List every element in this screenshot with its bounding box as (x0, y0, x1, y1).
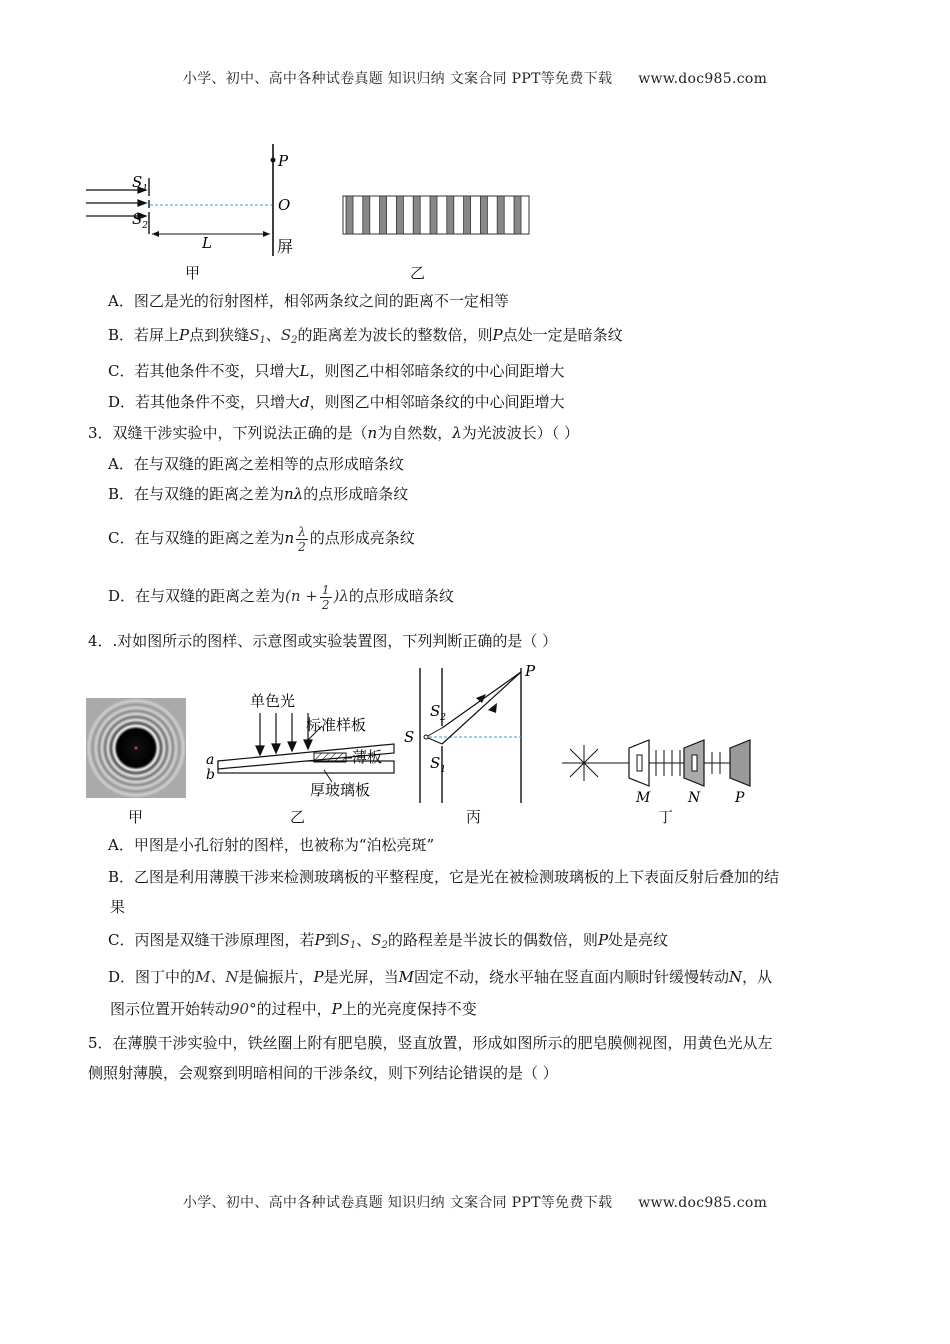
q4-option-a: A．甲图是小孔衍射的图样，也被称为“泊松亮斑” (108, 836, 435, 854)
fringe-bar (480, 196, 487, 234)
q3-option-d: D．在与双缝的距离之差为(n + $\frac{1}{2}$ )λ的点形成暗条纹 (108, 582, 454, 612)
fringe-bar (464, 196, 471, 234)
optics-figure-4 (84, 658, 764, 806)
fringe-bar (396, 196, 403, 234)
q3-option-c: C．在与双缝的距离之差为n $\frac{\lambda}{2}$ 的点形成亮条纹 (108, 524, 415, 554)
svg-text:薄板: 薄板 (352, 748, 383, 766)
q4-stem: 4．.对如图所示的图样、示意图或实验装置图，下列判断正确的是（ ） (88, 632, 558, 650)
q5-stem-line1: 5．在薄膜干涉实验中，铁丝圈上附有肥皂膜，竖直放置，形成如图所示的肥皂膜侧视图，用黄色光从左 (88, 1034, 773, 1052)
header-url[interactable]: www.doc985.com (638, 71, 768, 87)
svg-text:S2: $S_2$ (430, 702, 447, 723)
q3-option-a: A．在与双缝的距离之差相等的点形成暗条纹 (108, 455, 404, 473)
label-l: L (202, 234, 212, 252)
caption-4-ding: 丁 (658, 808, 674, 826)
caption-4-bing: 丙 (466, 808, 482, 826)
fringe-bar (497, 196, 504, 234)
q3-option-b: B．在与双缝的距离之差为nλ的点形成暗条纹 (108, 485, 409, 503)
double-slit-geometry (404, 662, 536, 803)
q2-option-b: B．若屏上P点到狭缝$S_1$、$S_2$的距离差为波长的整数倍，则P点处一定是暗条纹 (108, 326, 623, 346)
svg-text:b: b (206, 767, 215, 783)
fringe-bar (380, 196, 387, 234)
caption-jia: 甲 (185, 264, 201, 282)
header-text: 小学、初中、高中各种试卷真题 知识归纳 文案合同 PPT等免费下载 (182, 71, 613, 87)
fringe-bar (514, 196, 521, 234)
footer-url[interactable]: www.doc985.com (638, 1195, 768, 1211)
q2-option-d: D．若其他条件不变，只增大d，则图乙中相邻暗条纹的中心间距增大 (108, 393, 565, 411)
svg-text:S1: $S_1$ (430, 754, 447, 775)
q4-option-b-line2: 果 (110, 898, 126, 916)
q5-stem-line2: 侧照射薄膜，会观察到明暗相间的干涉条纹，则下列结论错误的是（ ） (88, 1064, 558, 1082)
fringe-bar (346, 196, 353, 234)
label-s2: $S_2$ (132, 210, 149, 231)
label-screen: 屏 (277, 237, 294, 256)
svg-text:厚玻璃板: 厚玻璃板 (310, 781, 371, 799)
svg-text:单色光: 单色光 (250, 692, 296, 710)
svg-text:P: P (735, 790, 745, 806)
polarizer-setup (562, 740, 750, 806)
svg-text:N: N (688, 790, 701, 806)
q2-option-a: A．图乙是光的衍射图样，相邻两条纹之间的距离不一定相等 (108, 292, 509, 310)
svg-text:P: P (525, 662, 536, 680)
q4-option-b-line1: B．乙图是利用薄膜干涉来检测玻璃板的平整程度，它是光在被检测玻璃板的上下表面反射后叠加的结 (108, 868, 780, 886)
page-footer (0, 1192, 950, 1212)
caption-yi: 乙 (410, 264, 426, 282)
q4-option-d-line2: 图示位置开始转动90°的过程中，P上的光亮度保持不变 (110, 1000, 477, 1018)
fringe-bar (363, 196, 370, 234)
label-o: O (278, 196, 291, 214)
page-header (0, 68, 950, 88)
fringe-pattern (343, 196, 529, 234)
fringe-bar (413, 196, 420, 234)
caption-4-jia: 甲 (128, 808, 144, 826)
footer-text: 小学、初中、高中各种试卷真题 知识归纳 文案合同 PPT等免费下载 (182, 1195, 613, 1211)
svg-text:M: M (636, 790, 651, 806)
q2-option-c: C．若其他条件不变，只增大L，则图乙中相邻暗条纹的中心间距增大 (108, 362, 565, 380)
label-s1: $S_1$ (132, 173, 149, 194)
q3-stem: 3．双缝干涉实验中，下列说法正确的是（n为自然数，λ为光波波长）（ ） (88, 424, 580, 442)
fringe-bar (447, 196, 454, 234)
q4-option-c: C．丙图是双缝干涉原理图，若P到$S_1$、$S_2$的路程差是半波长的偶数倍，则P处是亮纹 (108, 931, 669, 951)
double-slit-figure (80, 138, 540, 288)
svg-text:S: S (404, 728, 415, 746)
thin-film-diagram (206, 692, 394, 799)
q4-option-d-line1: D．图丁中的M、N是偏振片，P是光屏，当M固定不动，绕水平轴在竖直面内顺时针缓慢转动N，从 (108, 968, 773, 986)
svg-text:标准样板: 标准样板 (306, 716, 367, 734)
svg-text:a: a (206, 752, 215, 768)
label-p: P (278, 152, 289, 170)
fringe-bar (430, 196, 437, 234)
caption-4-yi: 乙 (290, 808, 306, 826)
